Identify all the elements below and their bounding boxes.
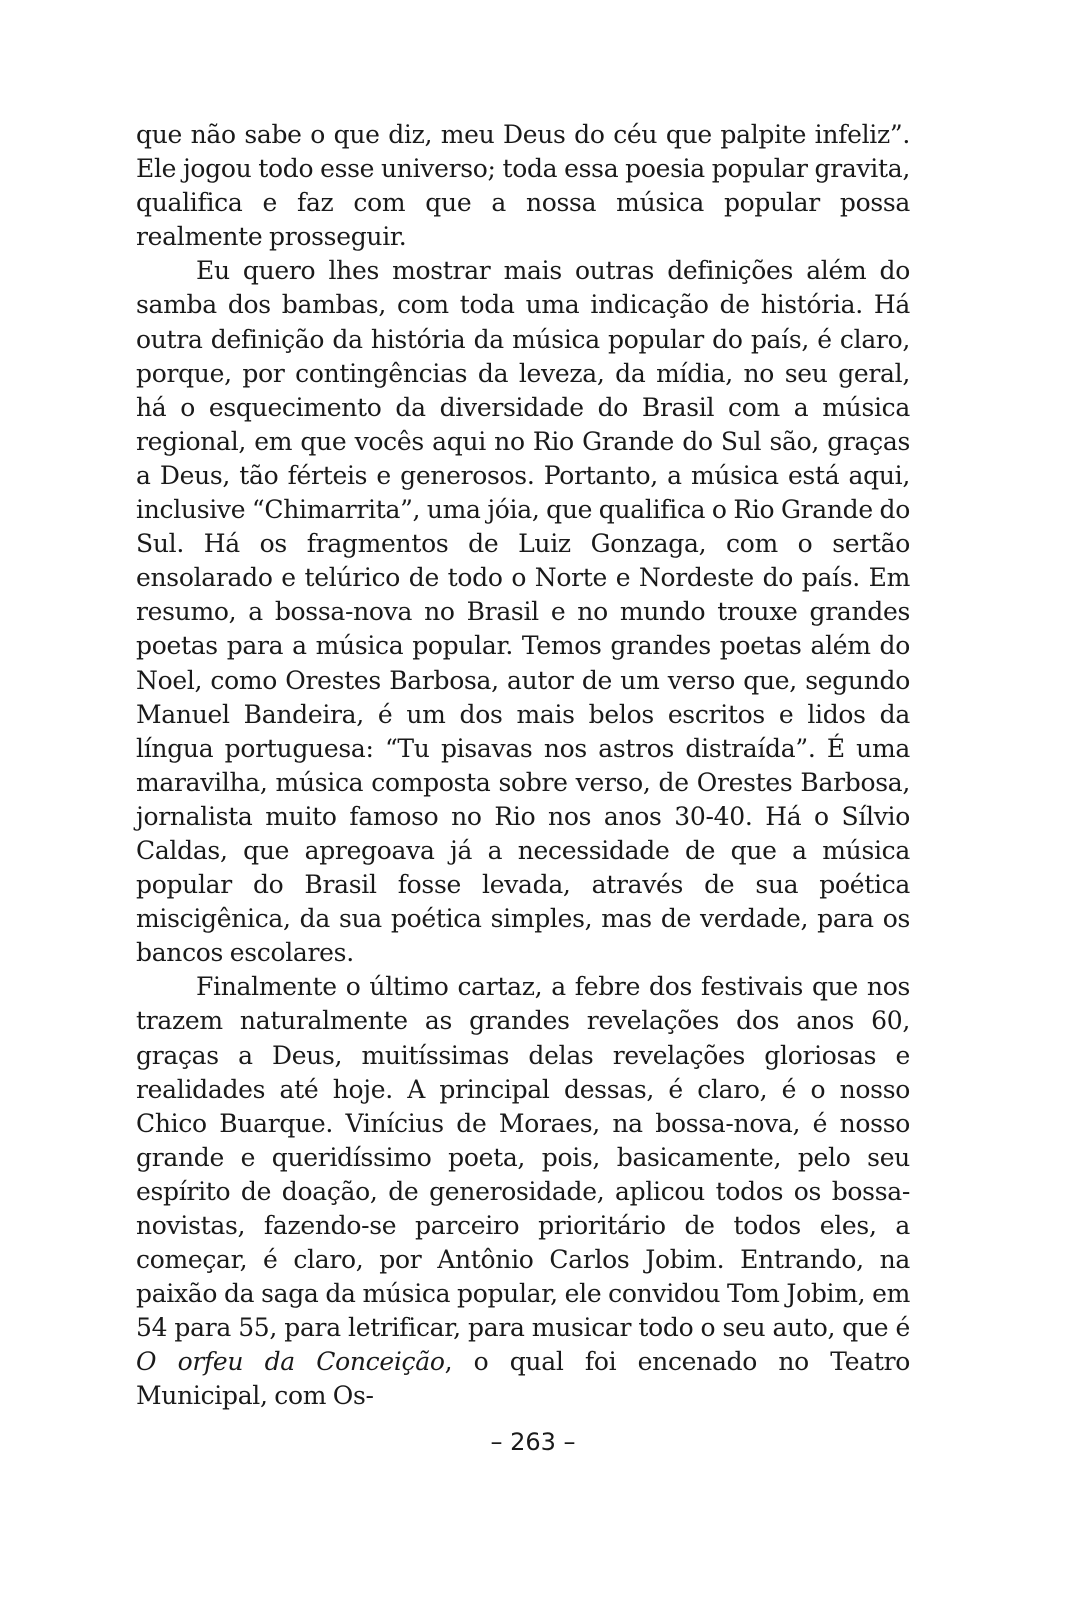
body-text <box>136 118 910 1414</box>
work-title: O orfeu da Conceição <box>136 1347 445 1377</box>
paragraph-2: Eu quero lhes mostrar mais outras definições além do samba dos bambas, com toda uma indicação de história. Há outra definição da história da música popular do país, é claro, porque, por contingências da leveza, da mídia, no seu geral, há o esquecimento da diversidade do Brasil com a música regional, em que vocês aqui no Rio Grande do Sul são, graças a Deus, tão férteis e generosos. Portanto, a música está aqui, inclusive “Chimarrita”, uma jóia, que qualifica o Rio Grande do Sul. Há os fragmentos de Luiz Gonzaga, com o sertão ensolarado e telúrico de todo o Norte e Nordeste do país. Em resumo, a bossa-nova no Brasil e no mundo trouxe grandes poetas para a música popular. Temos grandes poetas além do Noel, como Orestes Barbosa, autor de um verso que, segundo Manuel Bandeira, é um dos mais belos escritos e lidos da língua portuguesa: “Tu pisavas nos astros distraída”. É uma maravilha, música composta sobre verso, de Orestes Barbosa, jornalista muito famoso no Rio nos anos 30-40. Há o Sílvio Caldas, que apregoava já a necessidade de que a música popular do Brasil fosse levada, através de sua poética miscigênica, da sua poética simples, mas de verdade, para os bancos escolares. <box>136 256 910 968</box>
page-number: – 263 – <box>490 1428 576 1456</box>
paragraph-1: que não sabe o que diz, meu Deus do céu que palpite infeliz”. Ele jogou todo esse universo; toda essa poesia popular gravita, qualifica e faz com que a nossa música popular possa realmente prosseguir. <box>136 120 910 252</box>
paragraph-3 <box>136 970 910 1413</box>
paragraph-3-end: , o qual foi encenado no Teatro Municipal, com Os- <box>136 1347 910 1411</box>
paragraph-3-start: Finalmente o último cartaz, a febre dos festivais que nos trazem naturalmente as grandes revelações dos anos 60, graças a Deus, muitíssimas delas revelações gloriosas e realidades até hoje. A principal dessas, é claro, é o nosso Chico Buarque. Vinícius de Moraes, na bossa-nova, é nosso grande e queridíssimo poeta, pois, basicamente, pelo seu espírito de doação, de generosidade, aplicou todos os bossa-novistas, fazendo-se parceiro prioritário de todos eles, a começar, é claro, por Antônio Carlos Jobim. Entrando, na paixão da saga da música popular, ele convidou Tom Jobim, em 54 para 55, para letrificar, para musicar todo o seu auto, que é <box>136 972 910 1343</box>
